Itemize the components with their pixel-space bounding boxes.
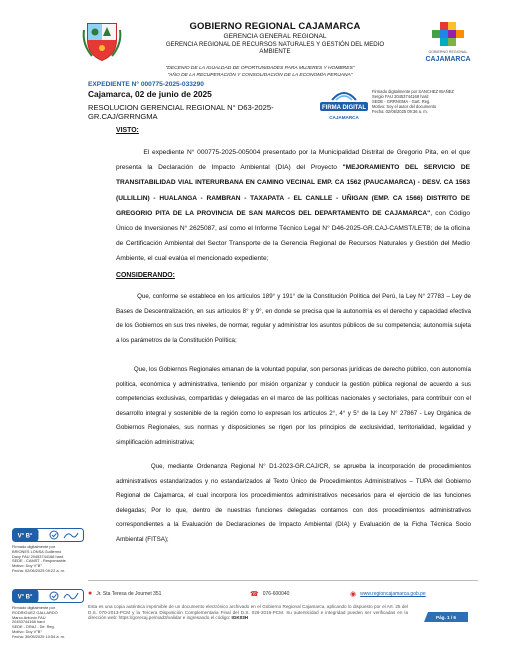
resolution-number [88, 104, 338, 121]
visto-heading: VISTO: [116, 127, 139, 134]
firma-digital-stamp [318, 88, 370, 122]
firma-line: SEDE - GRRNGMA - Gart. Reg. [372, 99, 431, 105]
footer-address [88, 590, 161, 597]
considerando-p3-text: Que, mediante Ordenanza Regional N° D1-2023-GR.CAJ/CR, se aprueba la incorporación de procedimientos administrativos estandarizados y no estandarizados al Texto Único de Procedimientos Administrativos – TUPA del Gobierno Regional de Cajamarca, el cual incorpora los procedimientos administrativos necesarios para el ejercicio de las funciones delegadas; Por lo que, dentro de nuestras funciones delegadas contamos con dos procedimientos administrativos correspondientes a la Evaluación de Declaraciones de Impacto Ambiental (DIA) y Evaluación de la Ficha Técnica Socio Ambiental (FITSA); [116, 463, 471, 543]
phone-icon: ☎ [250, 591, 259, 598]
firma-stamp-label: FIRMA DIGITAL [322, 105, 366, 111]
sig2-line: Firmado digitalmente por [12, 605, 56, 610]
firma-stamp-sub: CAJAMARCA [329, 115, 359, 120]
considerando-paragraph-1 [116, 290, 471, 348]
peru-coat-of-arms-logo [82, 20, 122, 62]
header-subtitle: GERENCIA GENERAL REGIONAL [223, 32, 327, 40]
visto-text-1: El expediente N° 000775-2025-005004 presentado por la Municipalidad Distrital de Gregorio Pita, en el que presenta la Declaración de Impacto Ambiental (DIA) del Proyecto [116, 149, 470, 172]
firma-digital-details [372, 89, 480, 115]
firma-line: Motivo: Soy el autor del documento [372, 104, 437, 110]
firma-line: Fecha: 02/06/2025 09:36 a. m. [372, 109, 428, 115]
sig1-line: BRIONES LONSA Guillermo [12, 548, 62, 554]
sig1-line: Davy FAU 20453744168 hard [12, 553, 64, 559]
slogan-anio: "AÑO DE LA RECUPERACIÓN Y CONSOLIDACIÓN DE LA ECONOMÍA PERUANA" [167, 72, 353, 78]
document-date: Cajamarca, 02 de junio de 2025 [88, 89, 212, 99]
sig2-line: Marco Antonio FAU [12, 614, 46, 620]
header-block [130, 22, 420, 55]
visto-paragraph [116, 145, 470, 267]
considerando-paragraph-3 [116, 460, 471, 547]
footer-website-link[interactable]: www.regioncajamarca.gob.pe [360, 591, 426, 597]
verification-code: IGK03H [231, 615, 249, 621]
sig1-line: SEDE - CAMST - Responsable [12, 558, 66, 564]
footer-authenticity-note [88, 604, 408, 621]
footer-divider [88, 580, 478, 581]
sig2-line: SEDE - DRAJ - Dir. Reg. [12, 624, 55, 630]
footer-note-text: Esta es una copia auténtica imprimible de un documento electrónico archivado en el Gobierno Regional Cajamarca, aplicando lo dispuesto por el Art. 25 del D.S. 070-2013-PCM y la Tercera Disposición Complementaria Final del D.S. 026-2016-PCM. Su autenticidad e integridad pueden ser verificadas en la dirección web: https://gorecaj.pe/mad3/validar e ingresando el código: [88, 604, 408, 621]
slogan-decenio: "DECENIO DE LA IGUALDAD DE OPORTUNIDADES PARA MUJERES Y HOMBRES" [165, 66, 355, 71]
footer-phone-text: 076-600040 [262, 591, 290, 597]
vb-label: V° B° [17, 594, 33, 601]
header-dept-line1: GERENCIA REGIONAL DE RECURSOS NATURALES Y GESTIÓN DEL MEDIO [165, 40, 385, 48]
sig2-line: 20453744168 hard [12, 619, 45, 625]
sig2-line: Motivo: Doy V°B° [12, 628, 42, 634]
page-number-badge [424, 612, 468, 622]
sig2-line: Fecha: 30/05/2025 10:54 a. m. [12, 633, 65, 639]
gobierno-regional-cajamarca-logo [420, 20, 476, 64]
expediente-number: EXPEDIENTE N° 000775-2025-033290 [88, 81, 204, 88]
location-pin-icon: ● [88, 590, 93, 597]
considerando-heading: CONSIDERANDO: [116, 272, 175, 279]
footer-website[interactable] [350, 590, 426, 598]
right-logo-text: CAJAMARCA [425, 56, 471, 63]
firma-line: Sergio FAU 20453744168 hard [372, 94, 429, 100]
resolution-line1: RESOLUCION GERENCIAL REGIONAL N° D63-2025- [88, 103, 274, 112]
considerando-p2-text: Que, los Gobiernos Regionales emanan de la voluntad popular, son personas jurídicas de derecho público, con autonomía política, económica y administrativa, teniendo por misión organizar y conducir la gestión pública regional de acuerdo a sus competencias exclusivas, compartidas y delegadas en el marco de las políticas nacionales y sectoriales, para contribuir con el desarrollo integral y sostenible de la región como lo expresan los artículos 2°, 4° y 5° de la Ley N° 27867 - Ley Orgánica de Gobiernos Regionales, sus normas y disposiciones se rigen por los principios de exclusividad, territorialidad, legalidad y simplificación administrativa; [116, 366, 471, 446]
right-logo-small-text: GOBIERNO REGIONAL [428, 50, 468, 54]
considerando-paragraph-2 [116, 363, 471, 450]
resolution-line2: GR.CAJ/GRRNGMA [88, 111, 158, 121]
sig1-line: Firmado digitalmente por [12, 544, 56, 549]
visto-text-2: , con Código Único de Inversiones N° 2625087, así como el Informe Técnico Legal N° D46-2025-GR.CAJ-CAMST/LETB; de la oficina de Certificación Ambiental del Sector Transporte de la Gerencia Regional de Recursos Naturales y Gestión del Medio Ambiente, el cual evalúa el mencionado expediente; [116, 209, 470, 263]
slogans [90, 66, 430, 79]
globe-icon: ◉ [350, 591, 357, 598]
footer-address-text: Jr. Sta Teresa de Journet 351 [96, 590, 162, 597]
page-number-text: Pág. 1 / 6 [436, 614, 456, 620]
signature-2-details [12, 606, 92, 639]
firma-line: Firmado digitalmente por SANCHEZ IBAÑEZ [372, 89, 454, 94]
footer-phone [250, 590, 289, 598]
sig2-line: RODRIGUEZ GALLARDO [12, 609, 58, 615]
sig1-line: Fecha: 02/06/2025 09:22 a. m. [12, 567, 65, 573]
considerando-p1-text: Que, conforme se establece en los artículos 189° y 191° de la Constitución Política del Perú, la Ley N° 27783 – Ley de Bases de Descentralización, en sus artículos 8° y 9°, en donde se precisa que la autonomía es el derecho y capacidad efectiva de los Gobiernos en sus tres niveles, de normar, regular y administrar los asuntos públicos de su competencia; autonomía sujeta a los parámetros de la Constitución Política; [116, 293, 471, 344]
header-title: GOBIERNO REGIONAL CAJAMARCA [189, 21, 361, 32]
visto-project-name: "MEJORAMIENTO DEL SERVICIO DE TRANSITABILIDAD VIAL INTERURBANA EN CAMINO VECINAL EMP. CA 1562 (PAUCAMARCA) - DESV. CA 1563 (ULLILLIN) - HUALANGA - RAMBRAN - TAXAPATA - EL CANLLE - UÑIGAN (EMP. CA 1566) DISTRITO DE GREGORIO PITA DE LA PROVINCIA DE SAN MARCOS DEL DEPARTAMENTO DE CAJAMARCA" [116, 164, 470, 217]
signature-1-details [12, 545, 92, 574]
visto-bueno-badge [12, 589, 84, 603]
vb-label: V° B° [17, 533, 33, 540]
sig1-line: Motivo: Doy V°B° [12, 563, 42, 569]
header-dept-line2: AMBIENTE [259, 47, 291, 55]
visto-bueno-badge [12, 528, 84, 542]
